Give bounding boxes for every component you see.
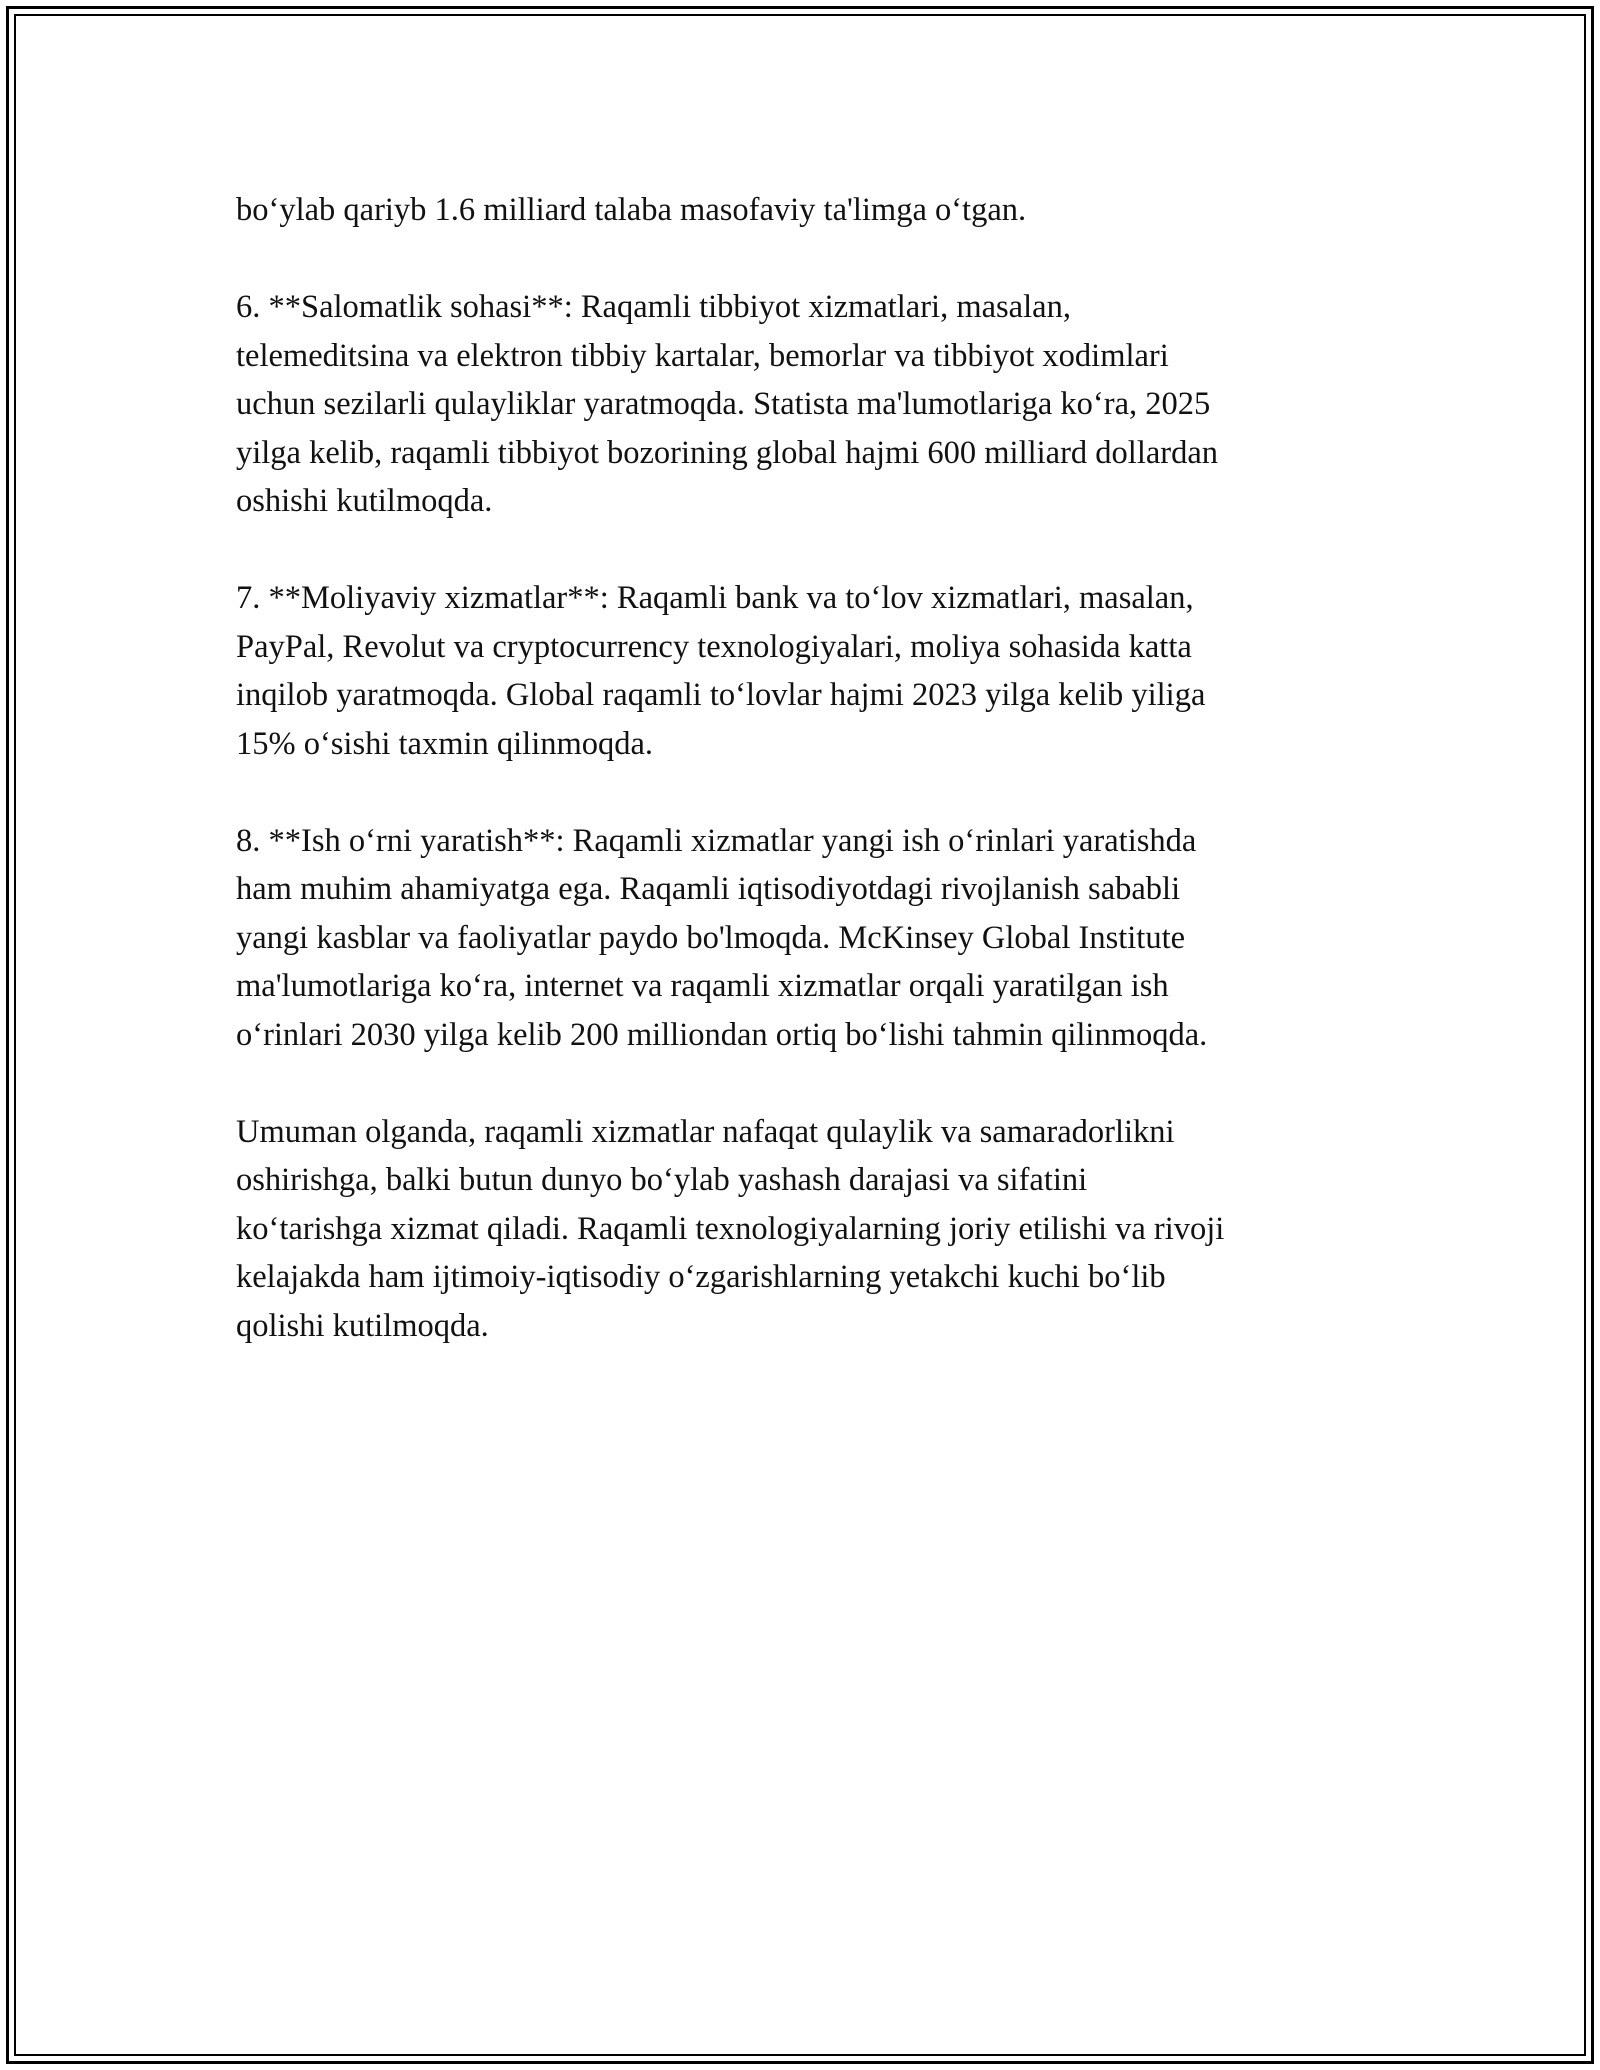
paragraph-job-creation: 8. **Ish o‘rni yaratish**: Raqamli xizmatlar yangi ish o‘rinlari yaratishda ham muhim ahamiyatga ega. Raqamli iqtisodiyotdagi rivojlanish sababli yangi kasblar va faoliyatlar paydo bo'lmoqda. McKinsey Global Institute ma'lumotlariga ko‘ra, internet va raqamli xizmatlar orqali yaratilgan ish o‘rinlari 2030 yilga kelib 200 milliondan ortiq bo‘lishi tahmin qilinmoqda.	[236, 822, 1208, 1053]
paragraph-financial-services: 7. **Moliyaviy xizmatlar**: Raqamli bank va to‘lov xizmatlari, masalan, PayPal, Revolut va cryptocurrency texnologiyalari, moliya sohasida katta inqilob yaratmoqda. Global raqamli to‘lovlar hajmi 2023 yilga kelib yiliga 15% o‘sishi taxmin qilinmoqda.	[236, 580, 1206, 762]
paragraph-health-sector: 6. **Salomatlik sohasi**: Raqamli tibbiyot xizmatlari, masalan, telemeditsina va elektron tibbiy kartalar, bemorlar va tibbiyot xodimlari uchun sezilarli qulayliklar yaratmoqda. Statista ma'lumotlariga ko‘ra, 2025 yilga kelib, raqamli tibbiyot bozorining global hajmi 600 milliard dollardan oshishi kutilmoqda.	[236, 289, 1219, 519]
paragraph-continuation: bo‘ylab qariyb 1.6 milliard talaba masofaviy ta'limga o‘tgan.	[236, 192, 1027, 228]
document-body	[236, 186, 1366, 1399]
paragraph-conclusion: Umuman olganda, raqamli xizmatlar nafaqat qulaylik va samaradorlikni oshirishga, balki butun dunyo bo‘ylab yashash darajasi va sifatini ko‘tarishga xizmat qiladi. Raqamli texnologiyalarning joriy etilishi va rivoji kelajakda ham ijtimoiy-iqtisodiy o‘zgarishlarning yetakchi kuchi bo‘lib qolishi kutilmoqda.	[236, 1113, 1225, 1344]
